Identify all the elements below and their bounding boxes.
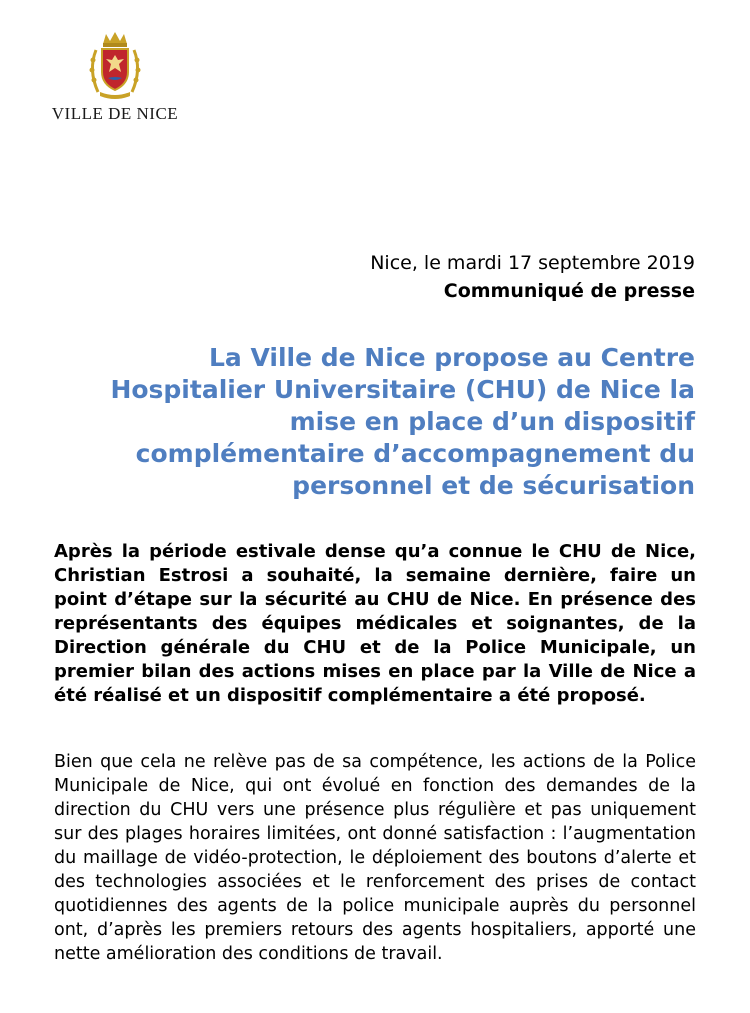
document-type: Communiqué de presse [443,280,695,302]
city-crest-icon [84,30,146,102]
logo-block [50,30,180,124]
lead-paragraph: Après la période estivale dense qu’a connue le CHU de Nice, Christian Estrosi a souhaité, la semaine dernière, faire un point d’étape sur la sécurité au CHU de Nice. En présence des représentants des équipes médicales et soignantes, de la Direction générale du CHU et de la Police Municipale, un premier bilan des actions mises en place par la Ville de Nice a été réalisé et un dispositif complémentaire a été proposé. [54,541,696,706]
place-date: Nice, le mardi 17 septembre 2019 [370,252,695,274]
headline: La Ville de Nice propose au Centre Hospitalier Universitaire (CHU) de Nice la mise en place d’un dispositif complémentaire d’accompagnement du personnel et de sécurisation [110,343,695,500]
body-paragraph: Bien que cela ne relève pas de sa compétence, les actions de la Police Municipale de Nice, qui ont évolué en fonction des demandes de la direction du CHU vers une présence plus régulière et pas uniquement sur des plages horaires limitées, ont donné satisfaction : l’augmentation du maillage de vidéo-protection, le déploiement des boutons d’alerte et des technologies associées et le renforcement des prises de contact quotidiennes des agents de la police municipale auprès du personnel ont, d’après les premiers retours des agents hospitaliers, apporté une nette amélioration des conditions de travail. [54,752,696,964]
brand-name: VILLE DE NICE [51,104,179,123]
dateline [370,249,695,305]
